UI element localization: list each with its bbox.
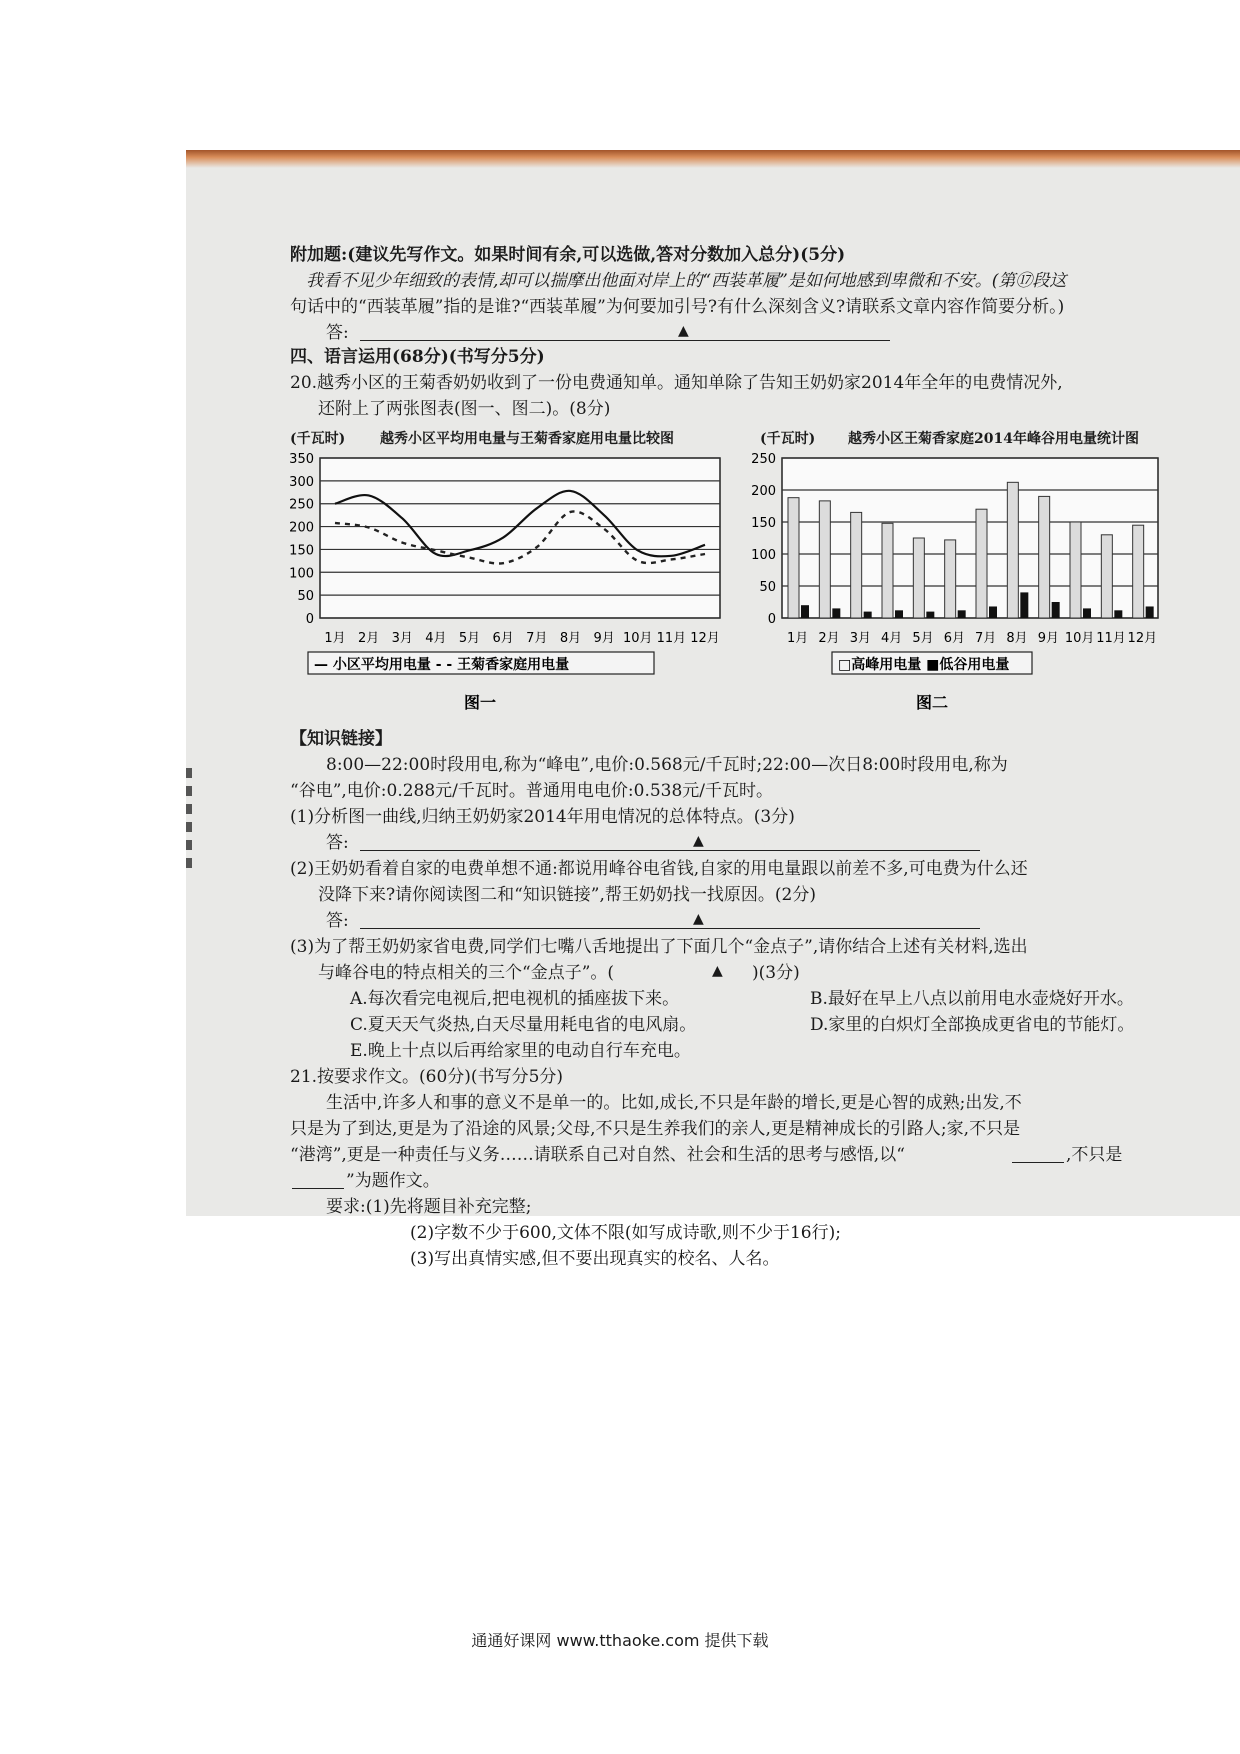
bar-peak [976, 509, 987, 618]
x-tick-label: 1月 [787, 631, 809, 646]
q3-option-d: D.家里的白炽灯全部换成更省电的节能灯。 [810, 1015, 1135, 1035]
x-tick-label: 8月 [1006, 631, 1028, 646]
title-blank-2[interactable] [292, 1188, 344, 1189]
x-tick-label: 7月 [526, 631, 548, 646]
bar-valley [926, 612, 934, 618]
footer-credit: 通通好课网 www.tthaoke.com 提供下载 [471, 1631, 769, 1650]
q2-line-1: (2)王奶奶看着自家的电费单想不通:都说用峰谷电省钱,自家的用电量跟以前差不多,可电费为什么还 [290, 859, 1028, 879]
chart-caption: 图二 [915, 693, 949, 712]
bar-peak [945, 540, 956, 618]
bar-valley [1146, 606, 1154, 618]
q20-stem-1: 20.越秀小区的王菊香奶奶收到了一份电费通知单。通知单除了告知王奶奶家2014年全年的电费情况外, [290, 373, 1063, 393]
q21-para-4: ”为题作文。 [346, 1171, 440, 1191]
legend-text: — 小区平均用电量 - - 王菊香家庭用电量 [314, 657, 570, 673]
answer-marker-icon: ▲ [712, 963, 723, 979]
answer-marker-icon: ▲ [693, 911, 704, 927]
q21-requirement-3: (3)写出真情实感,但不要出现真实的校名、人名。 [410, 1249, 780, 1269]
chart1-title: 越秀小区平均用电量与王菊香家庭用电量比较图 [380, 431, 674, 447]
chart1-line-chart [280, 448, 740, 718]
y-tick-label: 250 [289, 497, 314, 513]
x-tick-label: 4月 [425, 631, 447, 646]
extra-question: 句话中的“西装革履”指的是谁?“西装革履”为何要加引号?有什么深刻含义?请联系文章内容作简要分析。) [290, 297, 1065, 317]
q1-text: (1)分析图一曲线,归纳王奶奶家2014年用电情况的总体特点。(3分) [290, 807, 795, 827]
q21-para-3a: “港湾”,更是一种责任与义务……请联系自己对自然、社会和生活的思考与感悟,以“ [290, 1145, 905, 1165]
x-tick-label: 2月 [818, 631, 840, 646]
answer-marker-icon: ▲ [678, 323, 689, 339]
x-tick-label: 12月 [1127, 631, 1158, 646]
bar-valley [1114, 610, 1122, 618]
bar-peak [788, 498, 799, 618]
q1-answer-label: 答: [326, 833, 349, 853]
y-tick-label: 150 [289, 543, 314, 559]
y-tick-label: 100 [289, 566, 314, 582]
chart2-bar-chart [746, 448, 1166, 718]
q21-heading: 21.按要求作文。(60分)(书写分5分) [290, 1067, 564, 1087]
bar-peak [1101, 535, 1112, 618]
section4-heading: 四、语言运用(68分)(书写分5分) [290, 347, 545, 367]
q21-requirement-2: (2)字数不少于600,文体不限(如写成诗歌,则不少于16行); [410, 1223, 841, 1243]
x-tick-label: 3月 [391, 631, 413, 646]
q3-option-a: A.每次看完电视后,把电视机的插座拔下来。 [350, 989, 680, 1009]
x-tick-label: 10月 [1064, 631, 1095, 646]
x-tick-label: 5月 [458, 631, 481, 646]
q3-line-2b: )(3分) [752, 963, 800, 983]
knowledge-line-1: 8:00—22:00时段用电,称为“峰电”,电价:0.568元/千瓦时;22:00—次日8:00时段用电,称为 [326, 755, 1008, 775]
x-tick-label: 7月 [975, 631, 997, 646]
q3-line-1: (3)为了帮王奶奶家省电费,同学们七嘴八舌地提出了下面几个“金点子”,请你结合上述有关材料,选出 [290, 937, 1028, 957]
x-tick-label: 8月 [559, 631, 582, 646]
bar-peak [1007, 482, 1018, 618]
x-tick-label: 9月 [1037, 631, 1059, 646]
knowledge-line-2: “谷电”,电价:0.288元/千瓦时。普通用电电价:0.538元/千瓦时。 [290, 781, 774, 801]
q21-requirement-1: 要求:(1)先将题目补充完整; [326, 1197, 532, 1217]
q2-answer-label: 答: [326, 911, 349, 931]
q21-para-1: 生活中,许多人和事的意义不是单一的。比如,成长,不只是年龄的增长,更是心智的成熟;出发,不 [326, 1093, 1022, 1113]
bar-valley [1052, 602, 1060, 618]
x-tick-label: 11月 [1096, 631, 1126, 646]
y-tick-label: 0 [767, 612, 776, 627]
x-tick-label: 2月 [357, 631, 380, 646]
scan-top-edge [186, 150, 1240, 168]
q21-para-3b: ,不只是 [1066, 1145, 1123, 1165]
x-tick-label: 5月 [912, 631, 934, 646]
chart2-title: 越秀小区王菊香家庭2014年峰谷用电量统计图 [848, 431, 1139, 447]
bar-peak [819, 501, 830, 618]
x-tick-label: 10月 [622, 631, 653, 646]
y-tick-label: 350 [289, 452, 314, 467]
y-tick-label: 250 [751, 452, 776, 467]
x-tick-label: 6月 [492, 631, 514, 646]
x-tick-label: 12月 [690, 631, 720, 646]
y-tick-label: 300 [289, 474, 314, 490]
bar-peak [1039, 496, 1050, 618]
bar-valley [801, 605, 809, 618]
y-tick-label: 0 [305, 612, 314, 627]
binding-marks [186, 760, 198, 940]
bar-valley [895, 610, 903, 618]
q21-para-2: 只是为了到达,更是为了沿途的风景;父母,不只是生养我们的亲人,更是精神成长的引路人;家,不只是 [290, 1119, 1021, 1139]
extra-answer-label: 答: [326, 323, 349, 343]
chart-caption: 图一 [463, 693, 497, 712]
extra-quote: 我看不见少年细致的表情,却可以揣摩出他面对岸上的“西装革履”是如何地感到卑微和不安。(第⑰段这 [306, 271, 1067, 291]
bar-peak [851, 512, 862, 618]
bar-valley [864, 612, 872, 618]
legend-text: □高峰用电量 ■低谷用电量 [838, 657, 1010, 673]
y-tick-label: 50 [297, 589, 314, 605]
q3-line-2a: 与峰谷电的特点相关的三个“金点子”。( [318, 963, 615, 983]
bar-valley [958, 610, 966, 618]
plot-frame [320, 458, 720, 618]
q3-option-c: C.夏天天气炎热,白天尽量用耗电省的电风扇。 [350, 1015, 697, 1035]
q1-answer-line[interactable] [360, 850, 980, 851]
x-tick-label: 4月 [881, 631, 903, 646]
y-tick-label: 200 [751, 484, 776, 499]
chart2-ylabel: (千瓦时) [760, 431, 816, 447]
bar-peak [913, 538, 924, 618]
bar-valley [832, 608, 840, 618]
y-tick-label: 200 [289, 520, 314, 536]
q2-answer-line[interactable] [360, 928, 980, 929]
q2-line-2: 没降下来?请你阅读图二和“知识链接”,帮王奶奶找一找原因。(2分) [318, 885, 816, 905]
bar-valley [1083, 608, 1091, 618]
x-tick-label: 1月 [324, 631, 346, 646]
title-blank-1[interactable] [1012, 1162, 1064, 1163]
bar-peak [1070, 522, 1081, 618]
bar-peak [1133, 525, 1144, 618]
x-tick-label: 9月 [593, 631, 615, 646]
x-tick-label: 3月 [849, 631, 871, 646]
knowledge-heading: 【知识链接】 [290, 729, 392, 749]
y-tick-label: 100 [751, 548, 776, 563]
extra-heading: 附加题:(建议先写作文。如果时间有余,可以选做,答对分数加入总分)(5分) [290, 245, 846, 265]
bar-peak [882, 523, 893, 618]
q20-stem-2: 还附上了两张图表(图一、图二)。(8分) [318, 399, 611, 419]
y-tick-label: 150 [751, 516, 776, 531]
bar-valley [989, 606, 997, 618]
x-tick-label: 11月 [656, 631, 687, 646]
answer-marker-icon: ▲ [693, 833, 704, 849]
bar-valley [1020, 592, 1028, 618]
chart1-ylabel: (千瓦时) [290, 431, 346, 447]
x-tick-label: 6月 [943, 631, 965, 646]
q3-option-b: B.最好在早上八点以前用电水壶烧好开水。 [810, 989, 1134, 1009]
y-tick-label: 50 [759, 580, 776, 595]
extra-answer-line[interactable] [360, 340, 890, 341]
q3-option-e: E.晚上十点以后再给家里的电动自行车充电。 [350, 1041, 691, 1061]
